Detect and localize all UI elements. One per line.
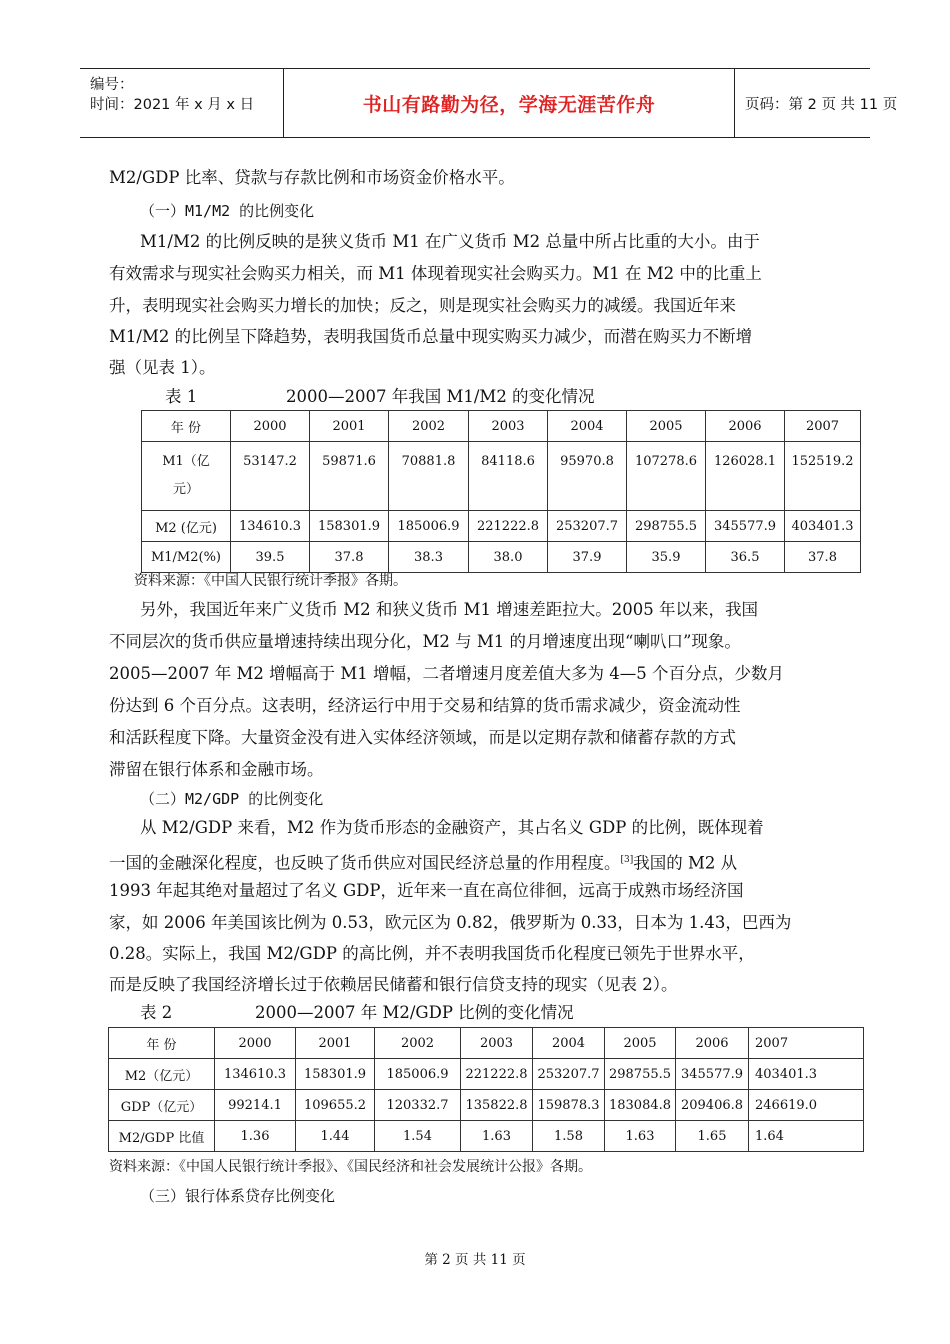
paragraph-line: 家，如 2006 年美国该比例为 0.53，欧元区为 0.82，俄罗斯为 0.33，日本为 1.43，巴西为 — [109, 913, 792, 932]
table-cell: 2000 — [231, 411, 310, 442]
table-cell: 253207.7 — [533, 1059, 605, 1090]
table-cell: 2006 — [706, 411, 785, 442]
table-cell: 2004 — [548, 411, 627, 442]
table-cell: 2004 — [533, 1028, 605, 1059]
table-cell: 1.65 — [676, 1121, 749, 1152]
table-cell: M1/M2(%) — [142, 542, 231, 573]
table-cell: 2003 — [469, 411, 548, 442]
table-cell: 84118.6 — [469, 442, 548, 511]
table-cell: 37.8 — [310, 542, 389, 573]
table-cell: 120332.7 — [375, 1090, 461, 1121]
table-cell: 53147.2 — [231, 442, 310, 511]
table-cell: 年 份 — [142, 411, 231, 442]
table-cell: 2002 — [375, 1028, 461, 1059]
paragraph-line: 不同层次的货币供应量增速持续出现分化，M2 与 M1 的月增速度出现“喇叭口”现象。 — [109, 632, 741, 651]
paragraph-line: 2005—2007 年 M2 增幅高于 M1 增幅，二者增速月度差值大多为 4—5 个百分点，少数月 — [109, 664, 784, 683]
table-cell: M2（亿元） — [109, 1059, 215, 1090]
paragraph-line: 强（见表 1）。 — [109, 358, 216, 377]
paragraph-text: 一国的金融深化程度，也反映了货币供应对国民经济总量的作用程度。 — [109, 853, 621, 873]
section-heading-1: （一）M1/M2 的比例变化 — [140, 202, 315, 220]
table-cell: 158301.9 — [310, 511, 389, 542]
table1-caption-title: 2000—2007 年我国 M1/M2 的变化情况 — [286, 387, 595, 406]
paragraph-line — [109, 850, 737, 874]
header-motto: 书山有路勤为径，学海无涯苦作舟 — [362, 93, 656, 116]
table-m1-m2 — [141, 410, 861, 573]
header-meta — [80, 69, 283, 137]
table1-caption-label: 表 1 — [165, 387, 198, 406]
m1-label-top: M1（亿 — [162, 454, 210, 469]
table-cell: 1.58 — [533, 1121, 605, 1152]
table-cell: 36.5 — [706, 542, 785, 573]
paragraph-line: 0.28。实际上，我国 M2/GDP 的高比例，并不表明我国货币化程度已领先于世界水平， — [109, 944, 755, 963]
page-footer: 第 2 页 共 11 页 — [424, 1252, 526, 1268]
table-cell: 183084.8 — [605, 1090, 676, 1121]
table-cell: 2001 — [296, 1028, 375, 1059]
table-cell: 253207.7 — [548, 511, 627, 542]
section-heading-3: （三）银行体系贷存比例变化 — [140, 1187, 336, 1205]
table-row — [109, 1121, 864, 1152]
table-cell: 37.9 — [548, 542, 627, 573]
table-cell: 159878.3 — [533, 1090, 605, 1121]
section-heading-2: （二）M2/GDP 的比例变化 — [140, 790, 324, 808]
table-cell: 221222.8 — [469, 511, 548, 542]
table-row — [142, 411, 861, 442]
page-header — [80, 68, 898, 138]
paragraph-line: 另外，我国近年来广义货币 M2 和狭义货币 M1 增速差距拉大。2005 年以来，我国 — [140, 600, 759, 619]
table-cell: 298755.5 — [627, 511, 706, 542]
m1-label-bottom: 元） — [172, 482, 199, 497]
table2-caption-label: 表 2 — [140, 1003, 173, 1022]
table-cell: 99214.1 — [215, 1090, 296, 1121]
table-cell: 95970.8 — [548, 442, 627, 511]
paragraph-line: 滞留在银行体系和金融市场。 — [109, 760, 324, 779]
table-cell: 2003 — [461, 1028, 533, 1059]
table-cell: 134610.3 — [231, 511, 310, 542]
paragraph-line: 份达到 6 个百分点。这表明，经济运行中用于交易和结算的货币需求减少，资金流动性 — [109, 696, 741, 715]
table-cell: 35.9 — [627, 542, 706, 573]
table-cell: 134610.3 — [215, 1059, 296, 1090]
table-cell: 1.44 — [296, 1121, 375, 1152]
paragraph-line: 而是反映了我国经济增长过于依赖居民储蓄和银行信贷支持的现实（见表 2）。 — [109, 975, 678, 994]
table-cell: 2006 — [676, 1028, 749, 1059]
paragraph-line: 升，表明现实社会购买力增长的加快；反之，则是现实社会购买力的减缓。我国近年来 — [109, 296, 736, 315]
table-cell: 2005 — [627, 411, 706, 442]
table-cell: 246619.0 — [749, 1090, 864, 1121]
table2-source: 资料来源：《中国人民银行统计季报》、《国民经济和社会发展统计公报》各期。 — [109, 1159, 592, 1175]
paragraph-line: 从 M2/GDP 来看，M2 作为货币形态的金融资产，其占名义 GDP 的比例，既体现着 — [140, 818, 764, 837]
paragraph-line: 1993 年起其绝对量超过了名义 GDP，近年来一直在高位徘徊，远高于成熟市场经济国 — [109, 881, 744, 900]
table2-caption-title: 2000—2007 年 M2/GDP 比例的变化情况 — [255, 1003, 574, 1022]
table-cell: 2001 — [310, 411, 389, 442]
table-row — [142, 442, 861, 511]
table1-source: 资料来源：《中国人民银行统计季报》各期。 — [134, 573, 407, 589]
table-cell: 403401.3 — [749, 1059, 864, 1090]
table-cell: 126028.1 — [706, 442, 785, 511]
header-motto-cell — [283, 69, 735, 137]
paragraph-text: 我国的 M2 从 — [633, 853, 738, 873]
table-cell: 403401.3 — [785, 511, 861, 542]
paragraph-line: 和活跃程度下降。大量资金没有进入实体经济领域，而是以定期存款和储蓄存款的方式 — [109, 728, 736, 747]
table-cell: 109655.2 — [296, 1090, 375, 1121]
table-cell: 1.64 — [749, 1121, 864, 1152]
table-m2-gdp — [108, 1027, 864, 1152]
table-cell: 107278.6 — [627, 442, 706, 511]
table-cell: 37.8 — [785, 542, 861, 573]
header-page: 页码：第 2 页 共 11 页 — [745, 96, 898, 113]
table-cell: 185006.9 — [389, 511, 469, 542]
table-cell: 1.36 — [215, 1121, 296, 1152]
table-cell: 59871.6 — [310, 442, 389, 511]
table-cell: 年 份 — [109, 1028, 215, 1059]
table-cell: 1.54 — [375, 1121, 461, 1152]
table-cell: 158301.9 — [296, 1059, 375, 1090]
table-cell: 209406.8 — [676, 1090, 749, 1121]
table-cell: M2 (亿元) — [142, 511, 231, 542]
header-date: 时间：2021 年 x 月 x 日 — [90, 97, 255, 113]
table-cell: 185006.9 — [375, 1059, 461, 1090]
table-row — [142, 542, 861, 573]
paragraph-line: 有效需求与现实社会购买力相关，而 M1 体现着现实社会购买力。M1 在 M2 中的比重上 — [109, 264, 762, 283]
paragraph-line: M1/M2 的比例呈下降趋势，表明我国货币总量中现实购买力减少，而潜在购买力不断增 — [109, 327, 753, 346]
table-cell: 2007 — [785, 411, 861, 442]
table-row — [109, 1059, 864, 1090]
citation-ref[interactable]: [3] — [620, 855, 634, 865]
table-row — [109, 1028, 864, 1059]
table-cell: 1.63 — [461, 1121, 533, 1152]
table-cell: 38.3 — [389, 542, 469, 573]
paragraph-line: M2/GDP 比率、贷款与存款比例和市场资金价格水平。 — [109, 168, 515, 187]
table-cell: 1.63 — [605, 1121, 676, 1152]
table-cell: 298755.5 — [605, 1059, 676, 1090]
table-cell: 39.5 — [231, 542, 310, 573]
table-cell: 70881.8 — [389, 442, 469, 511]
table-cell: 345577.9 — [676, 1059, 749, 1090]
table-cell: 2007 — [749, 1028, 864, 1059]
table-row — [142, 511, 861, 542]
header-number: 编号： — [90, 77, 134, 93]
table-cell: 345577.9 — [706, 511, 785, 542]
table-row — [109, 1090, 864, 1121]
table-cell: 38.0 — [469, 542, 548, 573]
table-cell: 2002 — [389, 411, 469, 442]
table-cell: 135822.8 — [461, 1090, 533, 1121]
table-cell: 221222.8 — [461, 1059, 533, 1090]
table-cell: GDP（亿元） — [109, 1090, 215, 1121]
table-cell: 2000 — [215, 1028, 296, 1059]
table-cell — [142, 442, 231, 511]
paragraph-line: M1/M2 的比例反映的是狭义货币 M1 在广义货币 M2 总量中所占比重的大小。由于 — [140, 232, 760, 251]
table-cell: 2005 — [605, 1028, 676, 1059]
table-cell: M2/GDP 比值 — [109, 1121, 215, 1152]
table-cell: 152519.2 — [785, 442, 861, 511]
